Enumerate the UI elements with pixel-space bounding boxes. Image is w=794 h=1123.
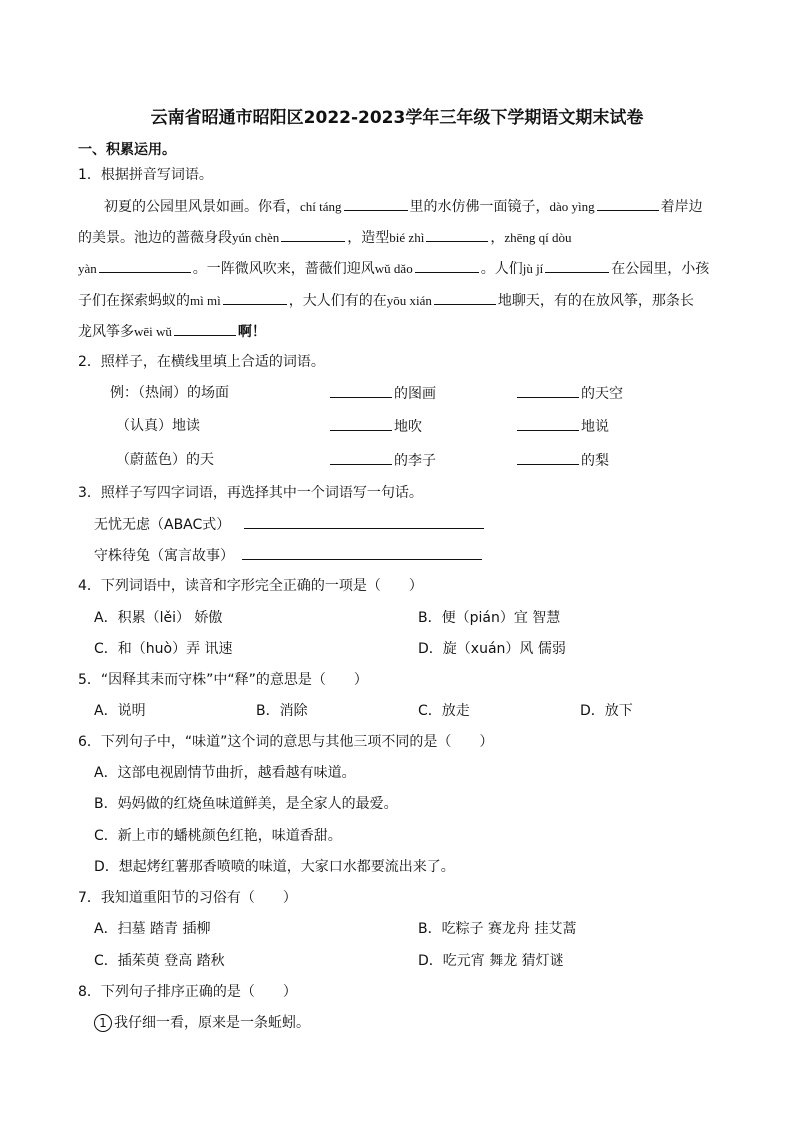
q3-item-b: [94, 545, 484, 566]
q5-option-c[interactable]: C．放走: [418, 703, 470, 719]
answer-blank[interactable]: [415, 258, 479, 273]
answer-blank[interactable]: [434, 290, 496, 305]
q6-option-a[interactable]: A．这部电视剧情节曲折，越看越有味道。: [94, 765, 356, 781]
question-7: [78, 888, 297, 908]
text: 龙风筝多: [78, 324, 134, 340]
question-number: 2．: [78, 354, 101, 370]
answer-blank[interactable]: [330, 450, 392, 465]
q2-row-1-col-1: 例：（热闹）的场面: [110, 385, 229, 401]
answer-blank[interactable]: [244, 514, 484, 529]
answer-blank[interactable]: [426, 227, 488, 242]
answer-blank[interactable]: [330, 383, 392, 398]
text: 子们在探索蚂蚁的: [78, 293, 190, 309]
q5-option-a[interactable]: A．说明: [94, 703, 146, 719]
q2-row-3-col-2: [328, 450, 436, 471]
text: 的李子: [394, 453, 436, 469]
text: 啊！: [237, 324, 266, 340]
q3-item-a: [94, 514, 486, 535]
text: 。一阵微风吹来，蔷薇们迎风: [192, 261, 375, 277]
text: 无忧无虑（ABAC式）: [94, 517, 231, 533]
q6-option-d[interactable]: D．想起烤红薯那香喷喷的味道，大家口水都要流出来了。: [94, 859, 455, 875]
question-prompt: 照样子，在横线里填上合适的词语。: [100, 354, 325, 370]
text: 里的水仿佛一面镜子，: [409, 199, 550, 215]
question-number: 1．: [78, 167, 101, 183]
answer-blank[interactable]: [99, 258, 191, 273]
section-heading: 一、积累运用。: [78, 142, 176, 158]
pinyin: chí táng: [300, 199, 342, 214]
text: 。人们: [480, 261, 523, 277]
pinyin: yōu xián: [386, 293, 432, 308]
pinyin: yàn: [78, 261, 97, 276]
answer-blank[interactable]: [545, 258, 609, 273]
pinyin: yún chèn: [232, 230, 280, 245]
pinyin: mì mì: [190, 293, 221, 308]
q5-option-d[interactable]: D．放下: [580, 703, 633, 719]
question-number: 7．: [78, 890, 101, 906]
question-2: [78, 352, 325, 372]
question-8: [78, 982, 297, 1002]
q2-row-1-col-3: [515, 383, 623, 404]
pinyin: jù jí: [522, 261, 544, 276]
question-number: 4．: [78, 578, 101, 594]
text: 的梨: [581, 453, 609, 469]
q2-row-1-col-2: [328, 383, 436, 404]
pinyin: zhēng qí dòu: [504, 230, 572, 245]
q4-option-b[interactable]: B．便（pián）宜 智慧: [418, 610, 561, 626]
text: ，造型: [347, 230, 390, 246]
q7-option-d[interactable]: D．吃元宵 舞龙 猜灯谜: [418, 953, 564, 969]
q2-row-2-col-1: （认真）地读: [116, 418, 200, 434]
question-number: 5．: [78, 672, 101, 688]
q7-option-c[interactable]: C．插茱萸 登高 踏秋: [94, 953, 225, 969]
text: 的图画: [394, 386, 436, 402]
q5-option-b[interactable]: B．消除: [256, 703, 308, 719]
question-prompt: 下列句子排序正确的是（ ）: [100, 984, 297, 1000]
text: 初夏的公园里风景如画。你看，: [104, 199, 300, 215]
q8-sentence-1: [94, 1013, 310, 1033]
q1-passage-line-5: [78, 321, 266, 342]
q4-option-c[interactable]: C．和（huò）弄 讯速: [94, 641, 233, 657]
text: 在公园里，小孩: [611, 261, 710, 277]
text: 的美景。池边的蔷薇身段: [78, 230, 232, 246]
answer-blank[interactable]: [344, 196, 408, 211]
text: 守株待兔（寓言故事）: [94, 548, 234, 564]
q1-passage-line-1: [104, 196, 703, 217]
answer-blank[interactable]: [174, 321, 236, 336]
q6-option-c[interactable]: C．新上市的蟠桃颜色红艳，味道香甜。: [94, 828, 342, 844]
q2-row-3-col-3: [515, 450, 609, 471]
q2-row-3-col-1: （蔚蓝色）的天: [116, 452, 214, 468]
question-1: [78, 165, 213, 185]
question-prompt: “因释其耒而守株”中“释”的意思是（ ）: [100, 672, 368, 688]
question-5: [78, 670, 368, 690]
q7-option-a[interactable]: A．扫墓 踏青 插柳: [94, 921, 211, 937]
pinyin: dào yìng: [549, 199, 595, 214]
answer-blank[interactable]: [330, 416, 392, 431]
text: ，: [490, 230, 505, 246]
answer-blank[interactable]: [517, 450, 579, 465]
answer-blank[interactable]: [517, 383, 579, 398]
answer-blank[interactable]: [242, 545, 482, 560]
question-prompt: 下列句子中，“味道”这个词的意思与其他三项不同的是（ ）: [100, 734, 494, 750]
question-prompt: 下列词语中，读音和字形完全正确的一项是（ ）: [100, 578, 423, 594]
q7-option-b[interactable]: B．吃粽子 赛龙舟 挂艾蒿: [418, 921, 577, 937]
question-6: [78, 732, 493, 752]
text: 着岸边: [660, 199, 703, 215]
q2-row-2-col-2: [328, 416, 422, 437]
text: 地吹: [394, 419, 422, 435]
answer-blank[interactable]: [281, 227, 345, 242]
q1-passage-line-3: [78, 258, 709, 279]
text: 的天空: [581, 386, 623, 402]
q1-passage-line-4: [78, 290, 694, 311]
question-prompt: 照样子写四字词语，再选择其中一个词语写一句话。: [100, 485, 423, 501]
page-title: 云南省昭通市昭阳区2022-2023学年三年级下学期语文期末试卷: [150, 108, 644, 128]
pinyin: bié zhì: [389, 230, 425, 245]
q2-row-2-col-3: [515, 416, 609, 437]
text: 地聊天，有的在放风筝，那条长: [497, 293, 694, 309]
question-prompt: 我知道重阳节的习俗有（ ）: [100, 890, 297, 906]
question-prompt: 根据拼音写词语。: [100, 167, 213, 183]
text: 地说: [581, 419, 609, 435]
answer-blank[interactable]: [597, 196, 659, 211]
circled-number: 1: [94, 1014, 112, 1032]
answer-blank[interactable]: [223, 290, 287, 305]
q4-option-a[interactable]: A．积累（lěi） 娇傲: [94, 610, 223, 626]
q6-option-b[interactable]: B．妈妈做的红烧鱼味道鲜美，是全家人的最爱。: [94, 796, 398, 812]
text: 我仔细一看，原来是一条蚯蚓。: [114, 1015, 310, 1031]
text: ，大人们有的在: [288, 293, 387, 309]
q4-option-d[interactable]: D．旋（xuán）风 儒弱: [418, 641, 566, 657]
question-number: 6．: [78, 734, 101, 750]
question-number: 3．: [78, 485, 101, 501]
q1-passage-line-2: [78, 227, 571, 248]
question-3: [78, 483, 423, 503]
answer-blank[interactable]: [517, 416, 579, 431]
pinyin: wǔ dǎo: [374, 261, 413, 276]
question-4: [78, 576, 423, 596]
question-number: 8．: [78, 984, 101, 1000]
pinyin: wēi wǔ: [134, 324, 172, 339]
